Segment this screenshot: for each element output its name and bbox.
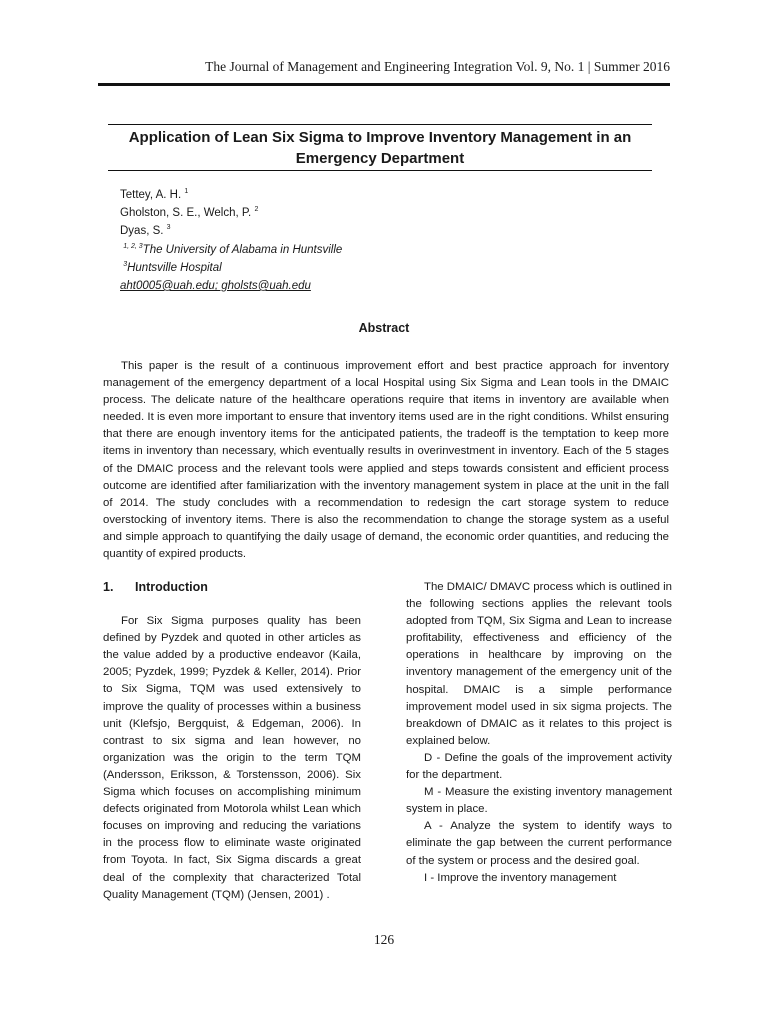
section-number: 1. xyxy=(103,580,114,594)
author-line-2 xyxy=(120,204,342,222)
right-column xyxy=(406,579,672,887)
author-line-1 xyxy=(120,186,342,204)
affiliation-text: Huntsville Hospital xyxy=(127,261,222,274)
dmaic-define-item: D - Define the goals of the improvement activity for the department. xyxy=(406,751,672,782)
section-heading xyxy=(103,579,361,596)
affiliation-2 xyxy=(120,259,342,277)
page-number: 126 xyxy=(373,932,395,947)
author-email-link[interactable]: aht0005@uah.edu; gholsts@uah.edu xyxy=(120,280,311,293)
title-line-2: Emergency Department xyxy=(295,150,465,167)
paper-title xyxy=(108,127,652,169)
title-rule-top xyxy=(108,124,652,125)
author-sup: 2 xyxy=(254,206,259,214)
affiliation-1 xyxy=(120,241,342,259)
title-line-1: Application of Lean Six Sigma to Improve Inventory Management in an xyxy=(128,129,632,146)
author-line-3 xyxy=(120,222,342,240)
affiliation-sup: 3 xyxy=(123,260,128,268)
author-sup: 1 xyxy=(184,188,189,196)
author-name: Tettey, A. H. xyxy=(120,189,182,201)
dmaic-analyze-item: A - Analyze the system to identify ways to eliminate the gap between the current performance of the system or process and the desired goal. xyxy=(406,820,672,867)
section-title: Introduction xyxy=(135,580,208,594)
author-name: Dyas, S. xyxy=(120,225,164,238)
intro-paragraph: For Six Sigma purposes quality has been defined by Pyzdek and quoted in other articles as the value added by a productive endeavor (Kaila, 2005; Pyzdek, 1999; Pyzdek & Keller, 2014). Prior to Six Sigma, TQM was used extensively to improve the quality of processes within a business unit (Klefsjo, Bergquist, & Edgeman, 2006). In contrast to six sigma and lean however, no organization was the origin to the term TQM (Andersson, Eriksson, & Torstensson, 2006). Six Sigma which focuses on accomplishing minimum defects originated from Motorola whilst Lean which focuses on improving and reducing the variations in the process flow to eliminate waste originated from Toyota. In fact, Six Sigma discards a great deal of the complexity that characterized Total Quality Management (TQM) (Jensen, 2001) . xyxy=(103,615,361,901)
author-block xyxy=(120,186,342,295)
title-rule-bottom xyxy=(108,170,652,171)
dmaic-intro-paragraph: The DMAIC/ DMAVC process which is outlined in the following sections applies the relevant tools adopted from TQM, Six Sigma and Lean to increase profitability, effectiveness and efficiency of the operations in healthcare by improving on the inventory management of the emergency unit of the hospital. DMAIC is a simple performance improvement model used in six sigma projects. The breakdown of DMAIC as it relates to this project is explained below. xyxy=(406,581,672,747)
journal-header: The Journal of Management and Engineering Integration Vol. 9, No. 1 | Summer 2016 xyxy=(205,59,670,74)
affiliation-sup: 1, 2, 3 xyxy=(123,242,143,250)
header-rule xyxy=(98,83,670,86)
dmaic-improve-item: I - Improve the inventory management xyxy=(424,871,617,884)
abstract-heading: Abstract xyxy=(358,321,410,335)
abstract-text: This paper is the result of a continuous improvement effort and best practice approach for inventory management of the emergency department of a local Hospital using Six Sigma and Lean tools in the DMAIC process. The delicate nature of the healthcare operations require that items in inventory are available when needed. It is even more important to ensure that inventory items used are in the right conditions. Whilst ensuring that there are enough inventory items for the anticipated patients, the tradeoff is the temptation to keep more items in inventory than necessary, which eventually results in overinvestment in inventory. Each of the 5 stages of the DMAIC process and the relevant tools were applied and steps towards consistent and efficient process outcome are identified after familiarization with the inventory management system in place at the unit in the fall of 2014. The study concludes with a recommendation to redesign the cart storage system to reduce overstocking of inventory items. There is also the recommendation to change the storage system as a useful and simple approach to quantifying the daily usage of demand, the economic order quantities, and reducing the quantity of expired products. xyxy=(103,360,669,561)
author-sup: 3 xyxy=(166,224,171,232)
left-column xyxy=(103,579,361,904)
dmaic-measure-item: M - Measure the existing inventory management system in place. xyxy=(406,786,672,816)
author-name: Gholston, S. E., Welch, P. xyxy=(120,207,252,220)
affiliation-text: The University of Alabama in Huntsville xyxy=(142,243,343,256)
